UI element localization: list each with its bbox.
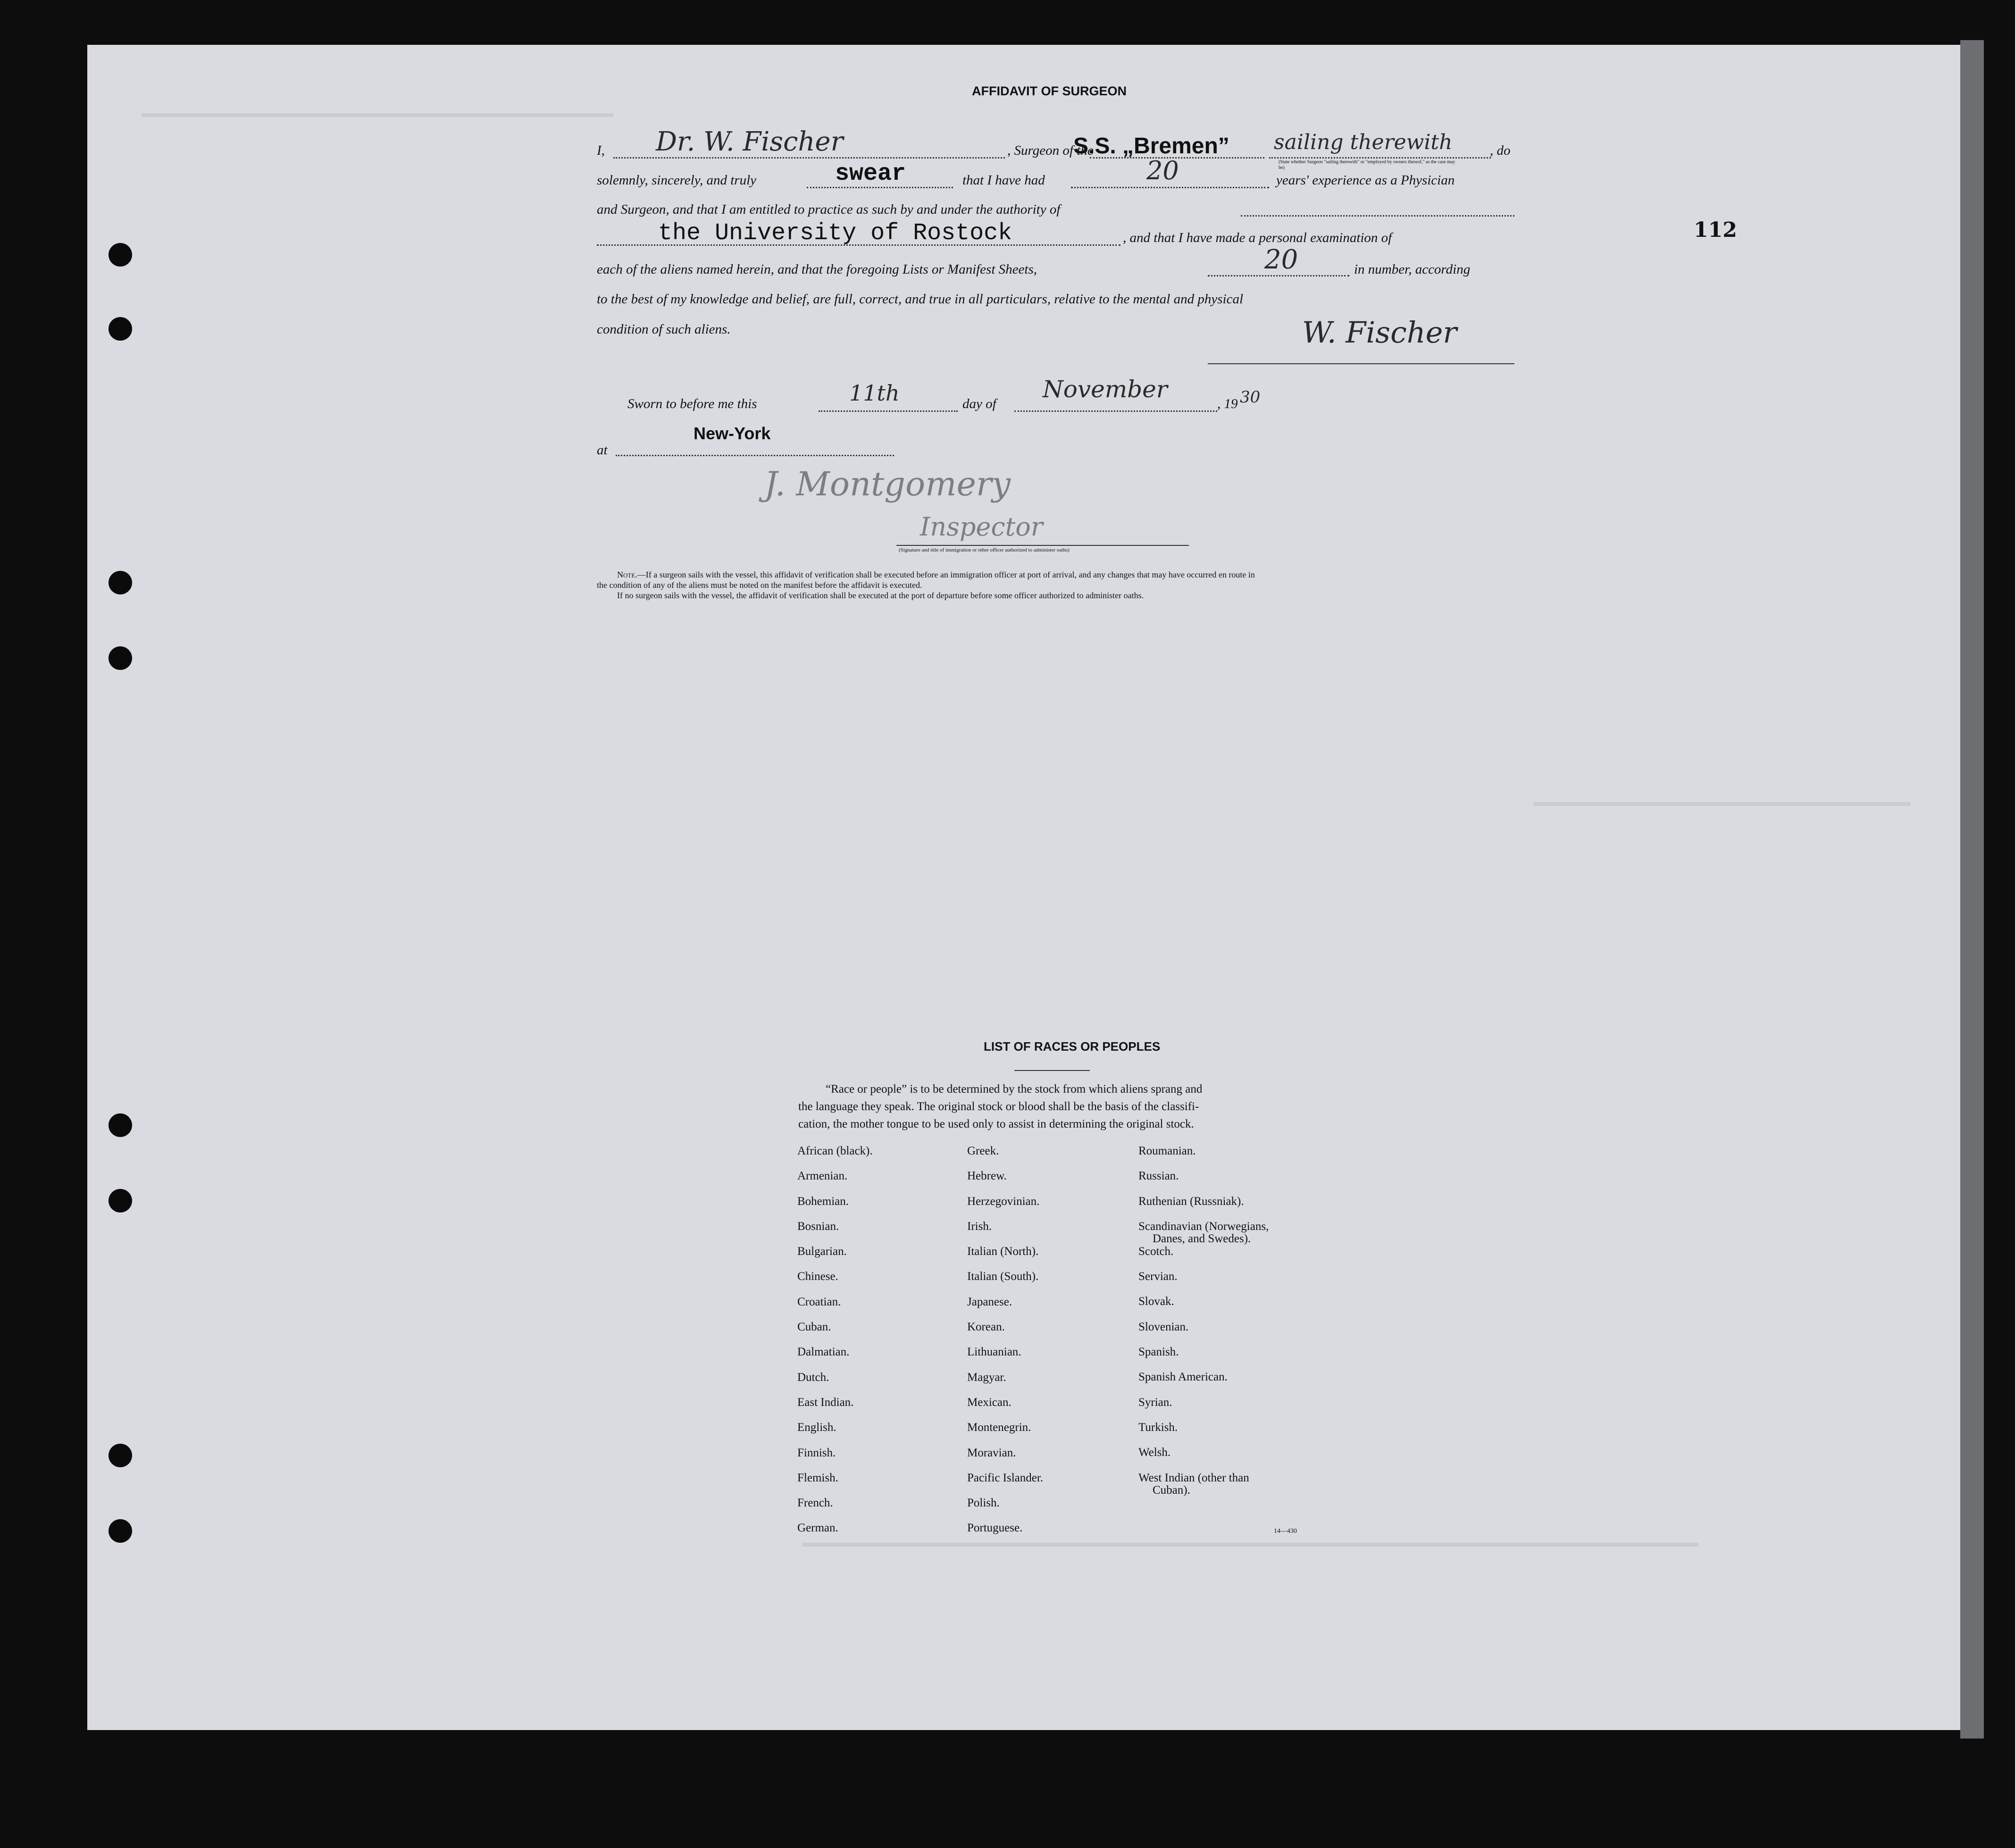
races-column-3	[1138, 1144, 1269, 1496]
race-entry: Croatian.	[797, 1295, 841, 1308]
authority-extra-field	[1241, 215, 1514, 217]
sailing-status: sailing therewith	[1274, 130, 1453, 154]
sworn-year-suffix: 30	[1240, 388, 1261, 407]
race-entry: Chinese.	[797, 1270, 838, 1283]
sworn-mid: day of	[962, 396, 996, 411]
oath-word: swear	[835, 160, 906, 187]
race-entry: Italian (South).	[967, 1270, 1039, 1283]
race-entry: Mexican.	[967, 1396, 1012, 1409]
bleed-through-mark	[1533, 802, 1911, 806]
race-entry: Ruthenian (Russniak).	[1138, 1195, 1244, 1208]
sworn-place: New-York	[694, 424, 771, 443]
race-entry: Italian (North).	[967, 1245, 1039, 1258]
race-entry: Spanish American.	[1138, 1371, 1228, 1384]
sworn-year-prefix: , 19	[1217, 396, 1238, 411]
binder-hole	[109, 1189, 132, 1212]
years-value: 20	[1146, 156, 1179, 185]
sheets-count-field	[1208, 275, 1349, 276]
race-entry: African (black).	[797, 1145, 873, 1157]
races-title: LIST OF RACES OR PEOPLES	[984, 1039, 1161, 1054]
binder-hole	[109, 1113, 132, 1137]
sworn-month-field	[1014, 410, 1217, 412]
race-entry: French.	[797, 1497, 833, 1510]
note-line1-text: —If a surgeon sails with the vessel, this affidavit of verification shall be executed before an immigration officer at port of arrival, and any changes that may have occurred en route in	[637, 570, 1255, 579]
race-entry: Syrian.	[1138, 1396, 1172, 1409]
officer-signature: J. Montgomery	[764, 465, 1011, 503]
races-intro-line1: “Race or people” is to be determined by the stock from which aliens sprang and	[826, 1083, 1203, 1095]
race-entry: Spanish.	[1138, 1346, 1179, 1359]
note-line1	[617, 570, 1255, 580]
race-entry: Dalmatian.	[797, 1346, 850, 1359]
officer-signature-line	[896, 545, 1189, 546]
race-entry: Finnish.	[797, 1446, 836, 1459]
race-entry: Flemish.	[797, 1471, 838, 1484]
races-title-rule	[1014, 1070, 1090, 1071]
race-entry: Hebrew.	[967, 1170, 1007, 1183]
surgeon-name: Dr. W. Fischer	[656, 126, 844, 157]
line5-end: in number, according	[1354, 262, 1471, 277]
note-line3: If no surgeon sails with the vessel, the affidavit of verification shall be executed at the port of departure before some officer authorized to administer oaths.	[617, 591, 1144, 600]
race-entry: Greek.	[967, 1145, 999, 1157]
note-line2: the condition of any of the aliens must be noted on the manifest before the affidavit is executed.	[597, 580, 922, 590]
page-edge-shadow	[1960, 40, 1984, 1739]
line3-text: and Surgeon, and that I am entitled to practice as such by and under the authority of	[597, 202, 1061, 217]
races-intro-line3: cation, the mother tongue to be used only to assist in determining the original stock.	[798, 1118, 1194, 1130]
race-entry: Scotch.	[1138, 1245, 1174, 1258]
surgeon-signature: W. Fischer	[1302, 315, 1457, 350]
note-label: Note.	[617, 570, 637, 579]
line2-end: years' experience as a Physician	[1276, 173, 1455, 188]
race-entry: Servian.	[1138, 1270, 1178, 1283]
race-entry: Slovenian.	[1138, 1320, 1189, 1333]
authority-name: the University of Rostock	[658, 220, 1012, 247]
race-entry: Scandinavian (Norwegians,	[1138, 1220, 1269, 1233]
race-entry: Slovak.	[1138, 1295, 1174, 1308]
line1-mid: , Surgeon of the	[1007, 143, 1094, 158]
ship-name: S.S. „Bremen”	[1073, 134, 1229, 159]
officer-title: Inspector	[920, 512, 1043, 542]
at-label: at	[597, 443, 608, 458]
affidavit-title: AFFIDAVIT OF SURGEON	[972, 84, 1127, 98]
line1-end: , do	[1490, 143, 1511, 158]
bleed-through-mark	[802, 1543, 1698, 1547]
binder-hole	[109, 317, 132, 341]
race-entry: Bohemian.	[797, 1195, 849, 1208]
race-entry: Russian.	[1138, 1170, 1179, 1183]
sworn-month: November	[1043, 376, 1168, 403]
races-column-1	[797, 1144, 873, 1547]
line2-mid: that I have had	[962, 173, 1045, 188]
binder-hole	[109, 243, 132, 267]
race-entry: Lithuanian.	[967, 1346, 1021, 1359]
race-entry: Roumanian.	[1138, 1145, 1196, 1157]
races-intro-line2: the language they speak. The original stock or blood shall be the basis of the classifi-	[798, 1100, 1199, 1113]
sailing-status-field	[1269, 157, 1491, 159]
race-entry: Turkish.	[1138, 1421, 1178, 1434]
race-entry: German.	[797, 1522, 838, 1535]
sheets-count: 20	[1264, 244, 1298, 275]
binder-hole	[109, 646, 132, 670]
binder-hole	[109, 1519, 132, 1543]
sworn-prefix: Sworn to before me this	[627, 396, 757, 411]
surgeon-signature-line	[1208, 363, 1514, 364]
race-entry: Montenegrin.	[967, 1421, 1031, 1434]
race-entry: Polish.	[967, 1497, 1000, 1510]
race-entry: Herzegovinian.	[967, 1195, 1040, 1208]
sworn-day-field	[819, 410, 958, 412]
race-entry-continued: Danes, and Swedes).	[1153, 1232, 1251, 1245]
race-entry: Bulgarian.	[797, 1245, 847, 1258]
line2-prefix: solemnly, sincerely, and truly	[597, 173, 757, 188]
sworn-day: 11th	[849, 380, 900, 406]
officer-caption: (Signature and title of immigration or other officer authorized to administer oaths)	[899, 547, 1070, 553]
race-entry: Armenian.	[797, 1170, 848, 1183]
race-entry: Cuban.	[797, 1321, 831, 1334]
line5-prefix: each of the aliens named herein, and that the foregoing Lists or Manifest Sheets,	[597, 262, 1037, 277]
bleed-through-mark	[142, 113, 613, 117]
line1-prefix: I,	[597, 143, 605, 158]
page-number: 112	[1694, 218, 1737, 242]
form-code: 14—430	[1274, 1528, 1297, 1535]
races-column-2	[967, 1144, 1043, 1547]
status-note: (State whether Surgeon "sailing therewith" or "employed by owners thereof," as the case may be)	[1279, 159, 1455, 170]
race-entry: Pacific Islander.	[967, 1471, 1044, 1484]
line4-end: , and that I have made a personal examination of	[1123, 230, 1392, 245]
line6-text: to the best of my knowledge and belief, are full, correct, and true in all particulars, relative to the mental and physical	[597, 292, 1244, 307]
place-field	[616, 455, 894, 456]
race-entry: English.	[797, 1421, 836, 1434]
race-entry: Magyar.	[967, 1371, 1006, 1384]
years-field	[1071, 187, 1269, 188]
race-entry: Bosnian.	[797, 1220, 839, 1233]
surgeon-name-field	[613, 157, 1005, 159]
race-entry: Dutch.	[797, 1371, 829, 1384]
race-entry: Korean.	[967, 1321, 1005, 1334]
binder-hole	[109, 571, 132, 594]
race-entry: East Indian.	[797, 1396, 854, 1409]
binder-hole	[109, 1444, 132, 1467]
race-entry: Welsh.	[1138, 1446, 1171, 1459]
line7-text: condition of such aliens.	[597, 322, 731, 337]
race-entry: Japanese.	[967, 1295, 1012, 1308]
race-entry: Portuguese.	[967, 1522, 1023, 1535]
race-entry: Moravian.	[967, 1446, 1016, 1459]
race-entry: Irish.	[967, 1220, 992, 1233]
race-entry: West Indian (other than	[1138, 1471, 1249, 1484]
race-entry-continued: Cuban).	[1153, 1483, 1190, 1497]
